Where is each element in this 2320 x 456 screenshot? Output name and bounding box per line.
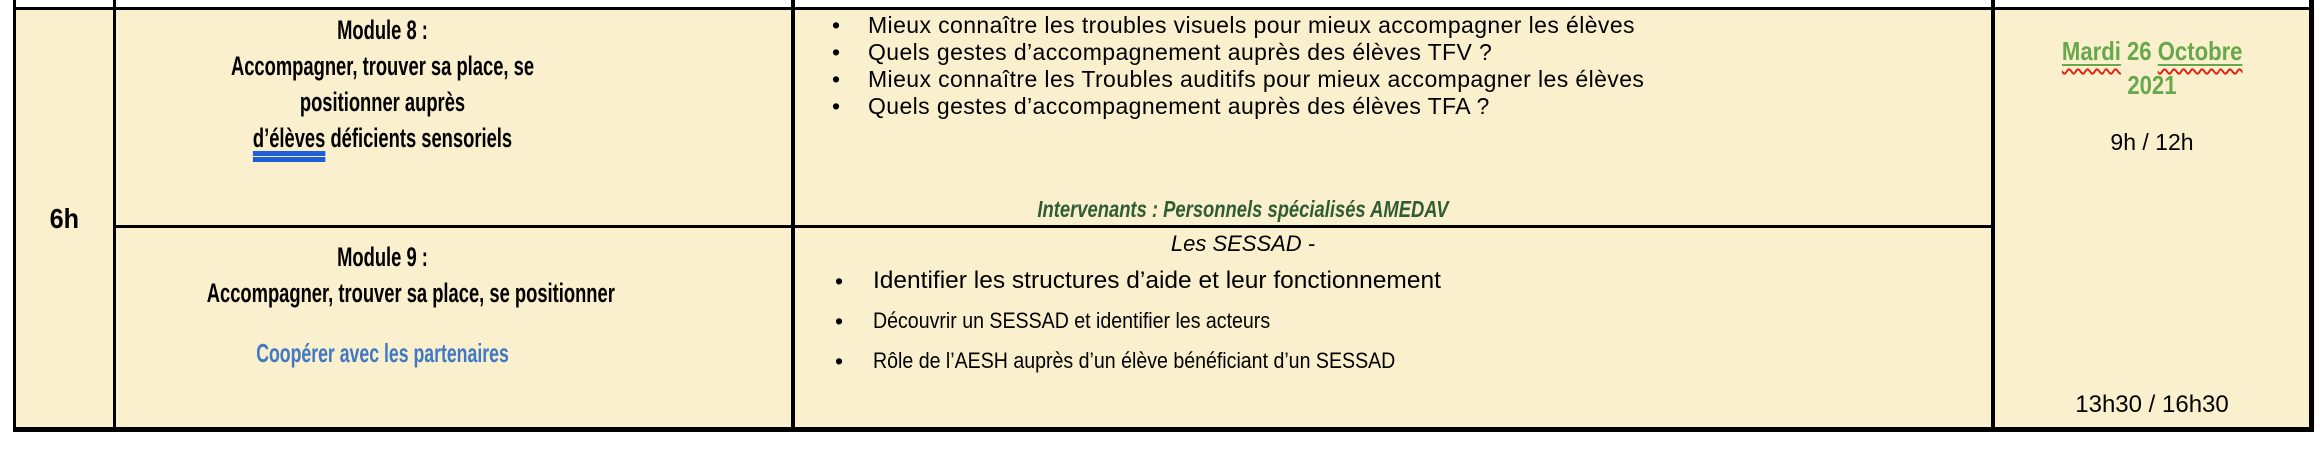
hours-label: 6h	[49, 202, 80, 234]
afternoon-hours: 13h30 / 16h30	[2075, 391, 2229, 418]
objective-item	[795, 66, 1991, 93]
module8-title: Module 8 :	[337, 15, 428, 45]
objective-text: Quels gestes d’accompagnement auprès des élèves TFA ?	[868, 93, 1490, 119]
sessad-heading: Les SESSAD -	[1170, 231, 1316, 256]
grid-line-right-border	[2309, 0, 2314, 432]
module8-subtitle-line3-rest: déficients sensoriels	[325, 123, 513, 153]
objective-text: Identifier les structures d’aide et leur fonctionnement	[873, 267, 1441, 294]
grid-line-row-divider	[113, 225, 1995, 228]
bullet-icon: •	[832, 39, 841, 65]
objective-text: Mieux connaître les troubles visuels pour mieux accompagner les élèves	[868, 12, 1635, 38]
date-day: Mardi	[2061, 36, 2121, 66]
bullet-icon: •	[832, 66, 841, 92]
objective-text: Mieux connaître les Troubles auditifs pour mieux accompagner les élèves	[868, 66, 1645, 92]
module8-subtitle-line3	[207, 120, 559, 156]
module8-subtitle-line2: positionner auprès	[299, 87, 466, 117]
module9-theme: Coopérer avec les partenaires	[256, 338, 509, 368]
objective-item	[795, 12, 1991, 39]
module9-title: Module 9 :	[337, 242, 428, 272]
bullet-icon: •	[832, 12, 841, 38]
module8-subtitle-line1: Accompagner, trouver sa place, se	[230, 51, 535, 81]
schedule-cell[interactable]	[1995, 10, 2309, 427]
date-line-1	[2062, 34, 2243, 68]
module9-subtitle: Accompagner, trouver sa place, se positionner	[206, 278, 615, 308]
date-line-2: 2021	[2127, 70, 2177, 100]
grid-line-bottom-border	[13, 427, 2314, 432]
spellcheck-squiggle	[2062, 36, 2121, 66]
objective-text: Quels gestes d’accompagnement auprès des élèves TFV ?	[868, 39, 1493, 65]
bullet-icon: •	[832, 93, 841, 119]
module8-objectives-cell[interactable]	[795, 10, 1991, 225]
objective-item	[795, 267, 1991, 295]
module8-title-cell[interactable]	[116, 10, 791, 225]
objective-item	[795, 39, 1991, 66]
spellcheck-squiggle	[2158, 36, 2243, 66]
intervenants-note	[795, 196, 1991, 223]
bullet-icon: •	[835, 308, 844, 334]
hours-cell[interactable]	[16, 10, 113, 427]
objective-item	[795, 307, 1991, 335]
objective-item	[795, 93, 1991, 120]
objective-text: Découvrir un SESSAD et identifier les acteurs	[873, 308, 1271, 333]
date-month: Octobre	[2157, 36, 2243, 66]
objective-text: Rôle de l’AESH auprès d’un élève bénéficiant d’un SESSAD	[873, 348, 1396, 373]
intervenants-text: Intervenants : Personnels spécialisés AMEDAV	[1037, 196, 1449, 222]
date-number: 26	[2120, 36, 2158, 66]
module9-objectives-cell[interactable]	[795, 229, 1991, 427]
module9-title-cell[interactable]	[116, 229, 791, 427]
module8-subtitle-underlined-word: d’élèves	[252, 123, 326, 153]
morning-hours: 9h / 12h	[2110, 129, 2194, 155]
objective-item	[795, 347, 1991, 375]
bullet-icon: •	[835, 268, 844, 294]
bullet-icon: •	[835, 348, 844, 374]
